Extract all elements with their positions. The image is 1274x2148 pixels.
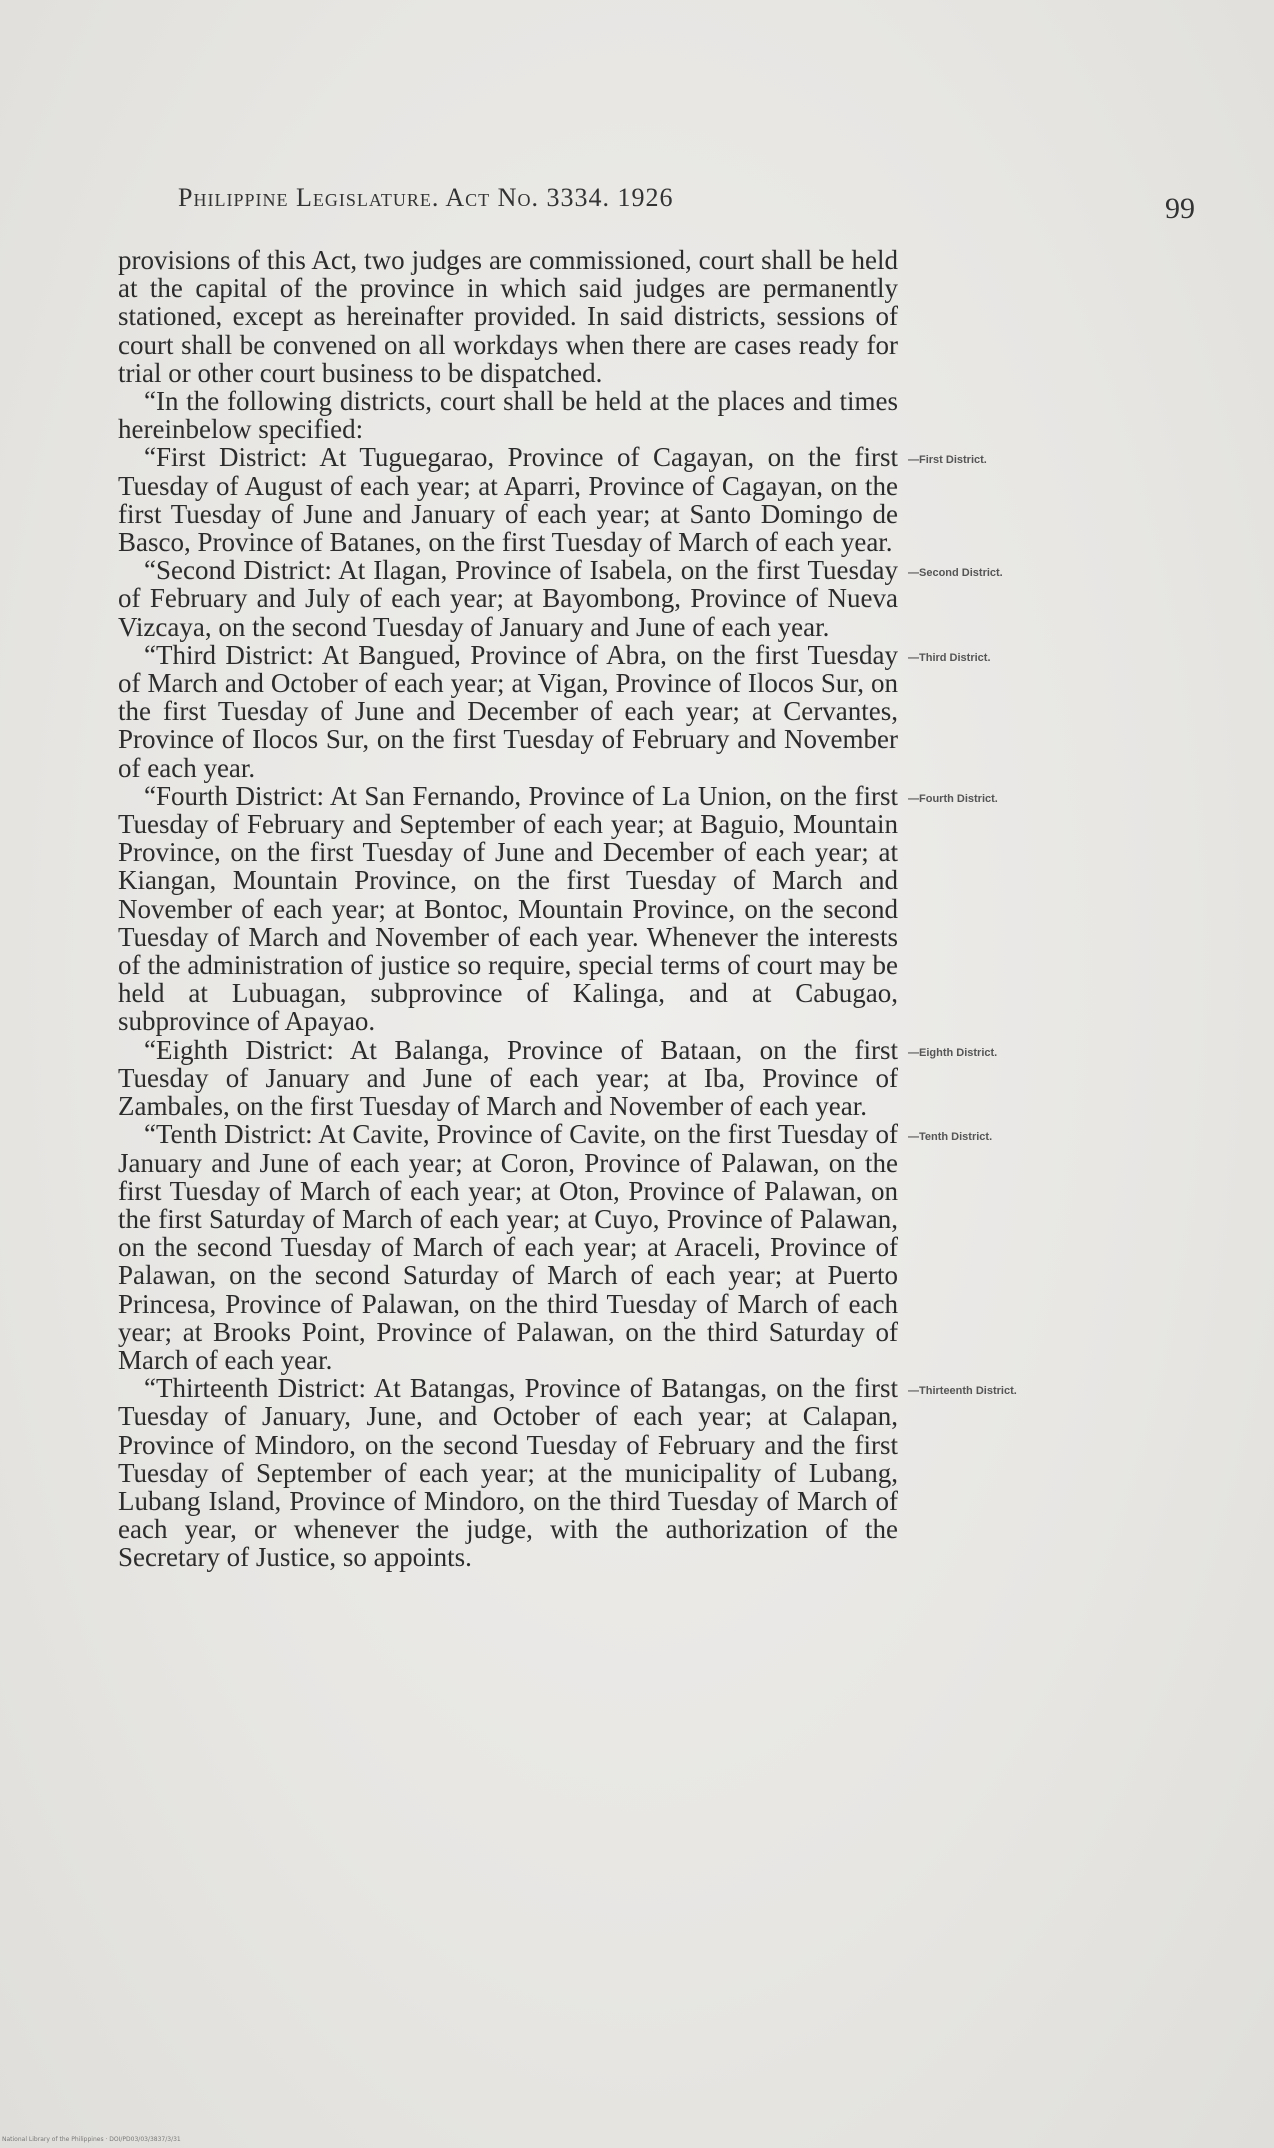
paragraph-text: provisions of this Act, two judges are commissioned, court shall be held at the capital of the province in which said judges are permanently stationed, except as hereinafter provided. In said districts, sessions of court shall be convened on all workdays when there are cases ready for trial or other court business to be dispatched. (118, 245, 898, 388)
margin-note: —Fourth District. (908, 792, 998, 805)
margin-note: —First District. (908, 454, 987, 467)
paragraph-text: “Tenth District: At Cavite, Province of Cavite, on the first Tuesday of January and June of each year; at Coron, Province of Palawan, on the first Tuesday of March of each year; at Oton, Province of Palawan, on the first Saturday of March of each year; at Cuyo, Province of Palawan, on the second Tuesday of March of each year; at Araceli, Province of Palawan, on the second Saturday of March of each year; at Puerto Princesa, Province of Palawan, on the third Tuesday of March of each year; at Brooks Point, Province of Palawan, on the third Saturday of March of each year. (118, 1119, 898, 1375)
paragraph-text: “In the following districts, court shall be held at the places and times hereinbelow specified: (118, 386, 898, 445)
paragraph-text: “Third District: At Bangued, Province of Abra, on the first Tuesday of March and October of each year; at Vigan, Province of Ilocos Sur, on the first Tuesday of June and December of each year; at Cervantes, Province of Ilocos Sur, on the first Tuesday of February and November of each year. (118, 639, 898, 783)
paragraph-thirteenth-district (118, 1373, 1017, 1573)
paragraph-text: “Eighth District: At Balanga, Province of Bataan, on the first Tuesday of January and June of each year; at Iba, Province of Zambales, on the first Tuesday of March and November of each year. (118, 1034, 898, 1122)
scan-credit: National Library of the Philippines · DOI/PD03/03/3837/3/31 (2, 2136, 181, 2143)
paragraph-intro (118, 387, 898, 443)
paragraph-second-district (118, 555, 1003, 642)
margin-note: —Tenth District. (908, 1131, 993, 1144)
paragraph-tenth-district (118, 1119, 993, 1375)
paragraph-fourth-district (118, 780, 998, 1037)
paragraph-eighth-district (118, 1034, 998, 1122)
paragraph-text: “Thirteenth District: At Batangas, Province of Batangas, on the first Tuesday of January, June, and October of each year; at Calapan, Province of Mindoro, on the second Tuesday of February and the first Tuesday of September of each year; at the municipality of Lubang, Lubang Island, Province of Mindoro, on the third Tuesday of March of each year, or whenever the judge, with the authorization of the Secretary of Justice, so appoints. (118, 1373, 898, 1573)
paragraph-third-district (118, 639, 991, 783)
margin-note: —Thirteenth District. (908, 1385, 1017, 1398)
paragraph-text: “Fourth District: At San Fernando, Province of La Union, on the first Tuesday of February and September of each year; at Baguio, Mountain Province, on the first Tuesday of June and December of each year; at Kiangan, Mountain Province, on the first Tuesday of March and November of each year; at Bontoc, Mountain Province, on the second Tuesday of March and November of each year. Whenever the interests of the administration of justice so require, special terms of court may be held at Lubuagan, subprovince of Kalinga, and at Cabugao, subprovince of Apayao. (118, 780, 898, 1037)
body-text (118, 245, 1017, 1573)
paragraph-first-district (118, 442, 987, 558)
paragraph-text: “Second District: At Ilagan, Province of Isabela, on the first Tuesday of February and July of each year; at Bayombong, Province of Nueva Vizcaya, on the second Tuesday of January and June of each year. (118, 555, 898, 642)
margin-note: —Eighth District. (908, 1046, 998, 1059)
running-head: Philippine Legislature. Act No. 3334. 1926 (178, 183, 674, 212)
page-number: 99 (1165, 192, 1195, 225)
margin-note: —Second District. (908, 567, 1003, 580)
paragraph-text: “First District: At Tuguegarao, Province of Cagayan, on the first Tuesday of August of each year; at Aparri, Province of Cagayan, on the first Tuesday of June and January of each year; at Santo Domingo de Basco, Province of Batanes, on the first Tuesday of March of each year. (118, 442, 898, 558)
margin-note: —Third District. (908, 651, 991, 664)
paragraph-continuation (118, 246, 898, 387)
